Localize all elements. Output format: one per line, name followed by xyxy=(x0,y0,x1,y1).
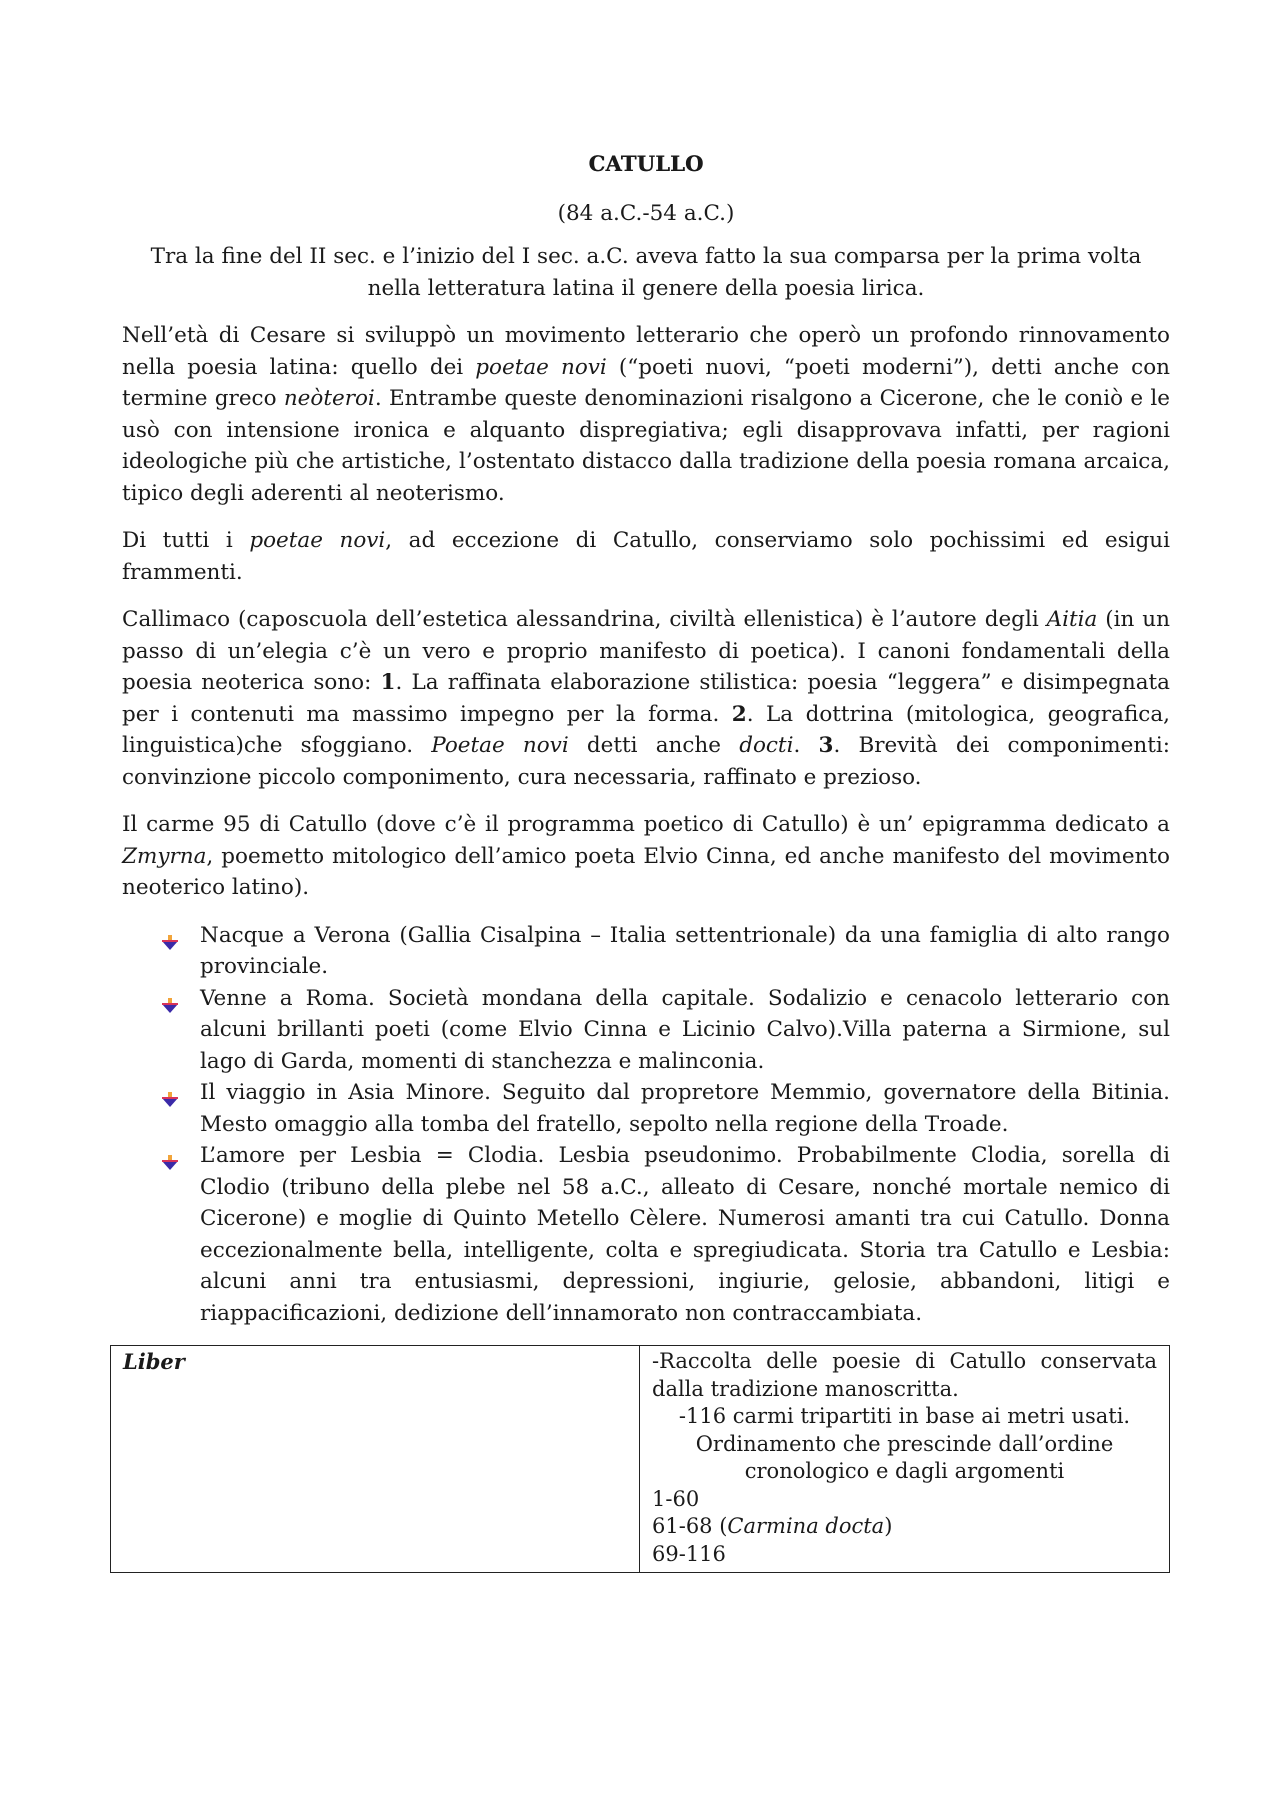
down-arrow-bullet-icon xyxy=(160,929,180,945)
list-item: Nacque a Verona (Gallia Cisalpina – Italia settentrionale) da una famiglia di alto rango provinciale. xyxy=(200,920,1170,983)
document-page xyxy=(122,148,1170,1573)
life-dates: (84 a.C.-54 a.C.) xyxy=(557,200,735,226)
term-poetae-novi: poetae novi xyxy=(475,354,607,380)
term-neoteroi: neòteroi xyxy=(283,386,375,411)
list-item: L’amore per Lesbia = Clodia. Lesbia pseudonimo. Probabilmente Clodia, sorella di Clodio (tribuno della plebe nel 58 a.C., alleato di Cesare, nonché mortale nemico di Cicerone) e moglie di Quinto Metello Cèlere. Numerosi amanti tra cui Catullo. Donna eccezionalmente bella, intelligente, colta e spregiudicata. Storia tra Catullo e Lesbia: alcuni anni tra entusiasmi, depressioni, ingiurie, gelosie, abbandoni, litigi e riappacificazioni, dedizione dell’innamorato non contraccambiata. xyxy=(200,1140,1170,1329)
down-arrow-bullet-icon xyxy=(160,992,180,1008)
term-poetae-novi: Poetae novi xyxy=(431,733,569,758)
canon-number-2: 2 xyxy=(731,701,747,727)
list-item: Il viaggio in Asia Minore. Seguito dal propretore Memmio, governatore della Bitinia. Mesto omaggio alla tomba del fratello, sepolto nella regione della Troade. xyxy=(200,1077,1170,1140)
biography-list xyxy=(122,920,1170,1330)
liber-ordinamento: -116 carmi tripartiti in base ai metri usati. Ordinamento che prescinde dall’ordine cronologico e dagli argomenti xyxy=(678,1404,1131,1483)
liber-label-cell xyxy=(111,1346,640,1573)
term-carmina-docta: Carmina docta xyxy=(727,1514,885,1538)
down-arrow-bullet-icon xyxy=(160,1086,180,1102)
liber-description-cell xyxy=(640,1346,1170,1573)
liber-section-1: 1-60 xyxy=(652,1486,700,1511)
term-zmyrna: Zmyrna xyxy=(122,843,207,869)
liber-label: Liber xyxy=(123,1349,185,1374)
paragraph-carme-95: Il carme 95 di Catullo (dove c’è il programma poetico di Catullo) è un’ epigramma dedicato a Zmyrna, poemetto mitologico dell’amico poeta Elvio Cinna, ed anche manifesto del movimento neoterico latino). xyxy=(122,812,1170,900)
term-aitia: Aitia xyxy=(1046,607,1098,632)
paragraph-frammenti: Di tutti i poetae novi, ad eccezione di Catullo, conserviamo solo pochissimi ed esigui frammenti. xyxy=(122,528,1171,585)
down-arrow-bullet-icon xyxy=(160,1149,180,1165)
list-item: Venne a Roma. Società mondana della capitale. Sodalizio e cenacolo letterario con alcuni brillanti poeti (come Elvio Cinna e Licinio Calvo).Villa paterna a Sirmione, sul lago di Garda, momenti di stanchezza e malinconia. xyxy=(200,983,1170,1078)
liber-section-2: 61-68 (Carmina docta) xyxy=(652,1514,893,1538)
liber-raccolta: -Raccolta delle poesie di Catullo conservata dalla tradizione manoscritta. xyxy=(652,1349,1157,1401)
liber-table xyxy=(110,1345,1170,1573)
paragraph-callimaco: Callimaco (caposcuola dell’estetica alessandrina, civiltà ellenistica) è l’autore degli Aitia (in un passo di un’elegia c’è un vero e proprio manifesto di poetica). I canoni fondamentali della poesia neoterica sono: 1. La raffinata elaborazione stilistica: poesia “leggera” e disimpegnata per i contenuti ma massimo impegno per la forma. 2. La dottrina (mitologica, geografica, linguistica)che sfoggiano. Poetae novi detti anche docti. 3. Brevità dei componimenti: convinzione piccolo componimento, cura necessaria, raffinato e prezioso. xyxy=(122,607,1170,790)
term-docti: docti xyxy=(739,733,794,758)
intro-paragraph: Tra la fine del II sec. e l’inizio del I sec. a.C. aveva fatto la sua comparsa per la prima volta nella letteratura latina il genere della poesia lirica. xyxy=(150,244,1142,301)
page-title: CATULLO xyxy=(588,151,704,176)
paragraph-neoterici: Nell’età di Cesare si sviluppò un movimento letterario che operò un profondo rinnovamento nella poesia latina: quello dei poetae novi (“poeti nuovi, “poeti moderni”), detti anche con termine greco neòteroi. Entrambe queste denominazioni risalgono a Cicerone, che le coniò e le usò con intensione ironica e alquanto dispregiativa; egli disapprovava infatti, per ragioni ideologiche più che artistiche, l’ostentato distacco dalla tradizione della poesia romana arcaica, tipico degli aderenti al neoterismo. xyxy=(122,323,1171,506)
canon-number-3: 3 xyxy=(818,733,834,758)
term-poetae-novi: poetae novi xyxy=(249,528,386,553)
liber-section-3: 69-116 xyxy=(652,1541,726,1566)
table-row xyxy=(111,1346,1170,1573)
canon-number-1: 1 xyxy=(380,670,396,695)
